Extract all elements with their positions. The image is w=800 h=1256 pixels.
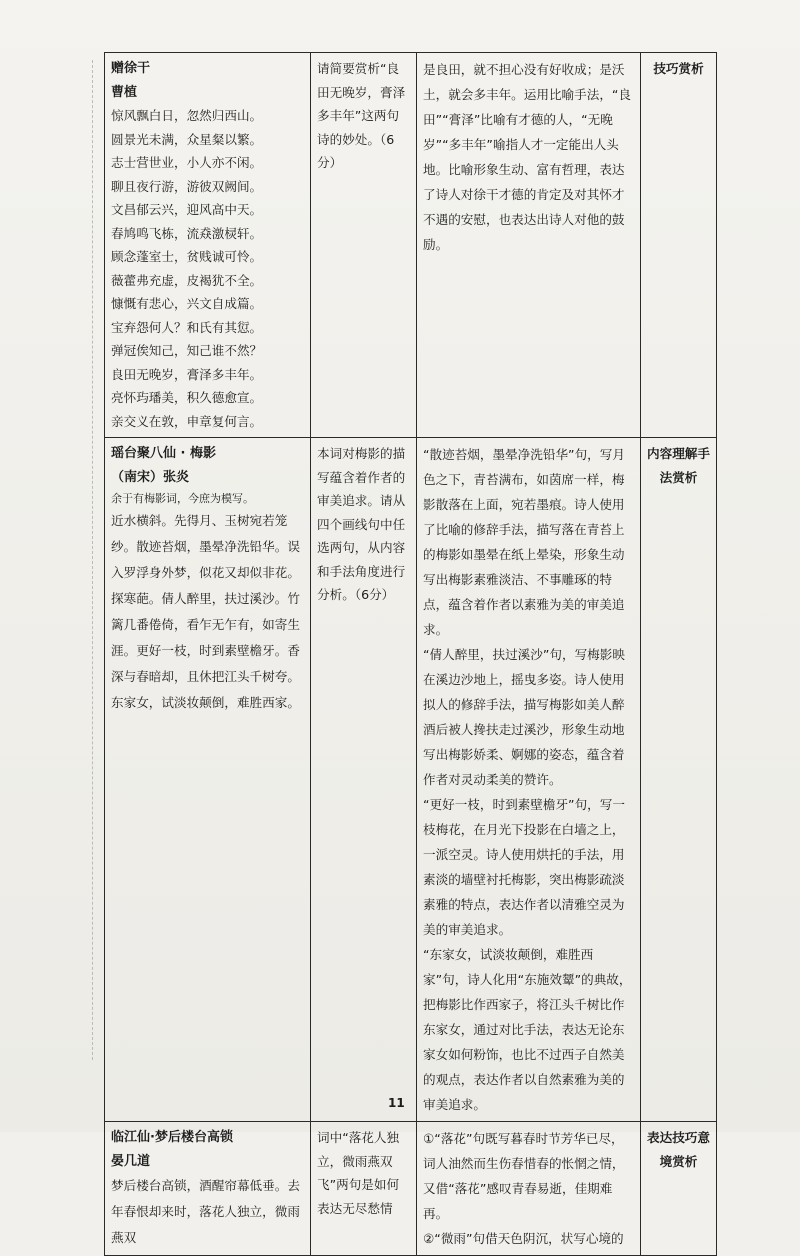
poem-title-suffix: · 梅影 — [176, 446, 217, 461]
question-cell: 请简要赏析“良田无晚岁，膏泽多丰年”这两句诗的妙处。（6分） — [311, 53, 417, 438]
answer-paragraph: 是良田，就不担心没有好收成；是沃土，就会多丰年。运用比喻手法，“良田”“膏泽”比喻有才德的人，“无晚岁”“多丰年”喻指人才一定能出人头地。比喻形象生动、富有哲理，表达了诗人对徐干才德的肯定及对其怀才不遇的安慰，也表达出诗人对他的鼓励。 — [423, 62, 632, 252]
verse-line: 亲交义在敦，申章复何言。 — [111, 413, 263, 429]
verse-line: 聊且夜行游，游彼双阙间。 — [111, 178, 263, 194]
answer-paragraph: “更好一枝，时到素壁檐牙”句，写一枝梅花，在月光下投影在白墙之上，一派空灵。诗人使用烘托的手法，用素淡的墙壁衬托梅影，突出梅影疏淡素雅的特点，表达作者以清雅空灵为美的审美追求。 — [423, 797, 625, 937]
skill-tag: 技巧赏析 — [641, 53, 717, 438]
verse-line: 亮怀玙璠美，积久德愈宣。 — [111, 390, 263, 405]
poem-author: 曹植 — [111, 84, 138, 100]
verse-line: 春鸠鸣飞栋，流猋激棂轩。 — [111, 225, 263, 241]
poem-title-prefix: 瑶台聚八仙 — [111, 446, 177, 461]
page-number: 11 — [388, 1096, 405, 1110]
poetry-analysis-table — [104, 52, 717, 1256]
poem-author: 晏几道 — [111, 1153, 151, 1169]
poem-cell — [105, 1122, 311, 1256]
table-row — [105, 53, 717, 438]
question-cell: 本词对梅影的描写蕴含着作者的审美追求。请从四个画线句中任选两句，从内容和手法角度进行分析。（6分） — [311, 438, 417, 1122]
skill-tag: 内容理解手法赏析 — [641, 438, 717, 1122]
poem-title — [111, 442, 304, 466]
poem-body: 近水横斜。先得月、玉树宛若笼纱。散迹苔烟，墨晕净洗铅华。误入罗浮身外梦，似花又却似非花。探寒葩。倩人醉里，扶过溪沙。竹篱几番倦倚，看乍无乍有，如寄生涯。更好一枝，时到素壁檐牙。香深与春暗却，且休把江头千树夸。东家女，试淡妆颠倒，难胜西家。 — [111, 513, 300, 710]
verse-line: 圆景光未满，众星粲以繁。 — [111, 131, 263, 147]
verse-line: 慷慨有悲心，兴文自成篇。 — [111, 296, 263, 311]
verse-line: 顾念蓬室士，贫贱诚可怜。 — [111, 249, 263, 264]
answer-paragraph: “倩人醉里，扶过溪沙”句，写梅影映在溪边沙地上，摇曳多姿。诗人使用拟人的修辞手法，描写梅影如美人醉酒后被人搀扶走过溪沙，形象生动地写出梅影娇柔、婀娜的姿态，蕴含着作者对灵动柔美的赞许。 — [423, 647, 625, 787]
verse-line: 志士营世业，小人亦不闲。 — [111, 155, 263, 170]
verse-line: 良田无晚岁，膏泽多丰年。 — [111, 366, 263, 382]
poem-title: 临江仙·梦后楼台高锁 — [111, 1130, 233, 1145]
poem-cell — [105, 53, 311, 438]
answer-cell — [417, 53, 641, 438]
poem-author: （南宋）张炎 — [111, 469, 190, 485]
poem-verses — [111, 104, 304, 433]
answer-cell — [417, 438, 641, 1122]
binding-margin — [92, 60, 95, 1060]
skill-tag: 表达技巧意境赏析 — [641, 1122, 717, 1256]
answer-paragraph: “散迹苔烟，墨晕净洗铅华”句，写月色之下，青苔满布，如茵席一样，梅影散落在上面，宛若墨痕。诗人使用了比喻的修辞手法，描写落在青苔上的梅影如墨晕在纸上晕染，形象生动写出梅影素雅淡洁、不事雕琢的特点，蕴含着作者以素雅为美的审美追求。 — [423, 447, 625, 637]
answer-paragraph: “东家女，试淡妆颠倒，难胜西家”句，诗人化用“东施效颦”的典故，把梅影比作西家子，将江头千树比作东家女，通过对比手法，表达无论东家女如何粉饰，也比不过西子自然美的观点，表达作者以自然素雅为美的审美追求。 — [423, 947, 632, 1112]
table-row — [105, 438, 717, 1122]
verse-line: 宝弃怨何人？和氏有其愆。 — [111, 319, 263, 335]
answer-paragraph: ②“微雨”句借天色阴沉，状写心境的 — [423, 1231, 624, 1246]
poem-cell — [105, 438, 311, 1122]
verse-line: 惊风飘白日，忽然归西山。 — [111, 108, 263, 123]
answer-cell — [417, 1122, 641, 1256]
question-cell: 词中“落花人独立，微雨燕双飞”两句是如何表达无尽愁情 — [311, 1122, 417, 1256]
verse-line: 文昌郁云兴，迎风高中天。 — [111, 202, 263, 217]
verse-line: 弹冠俟知己，知己谁不然？ — [111, 343, 263, 358]
table-row — [105, 1122, 717, 1256]
poem-title: 赠徐干 — [111, 61, 151, 76]
verse-line: 薇藿弗充虚，皮褐犹不全。 — [111, 272, 263, 288]
poem-body: 梦后楼台高锁，酒醒帘幕低垂。去年春恨却来时，落花人独立，微雨燕双 — [111, 1178, 300, 1245]
answer-paragraph: ①“落花”句既写暮春时节芳华已尽，词人油然而生伤春惜春的怅惘之情，又借“落花”感叹青春易逝，佳期难再。 — [423, 1131, 625, 1221]
poem-preface: 余于有梅影词，今庶为模写。 — [111, 492, 254, 505]
